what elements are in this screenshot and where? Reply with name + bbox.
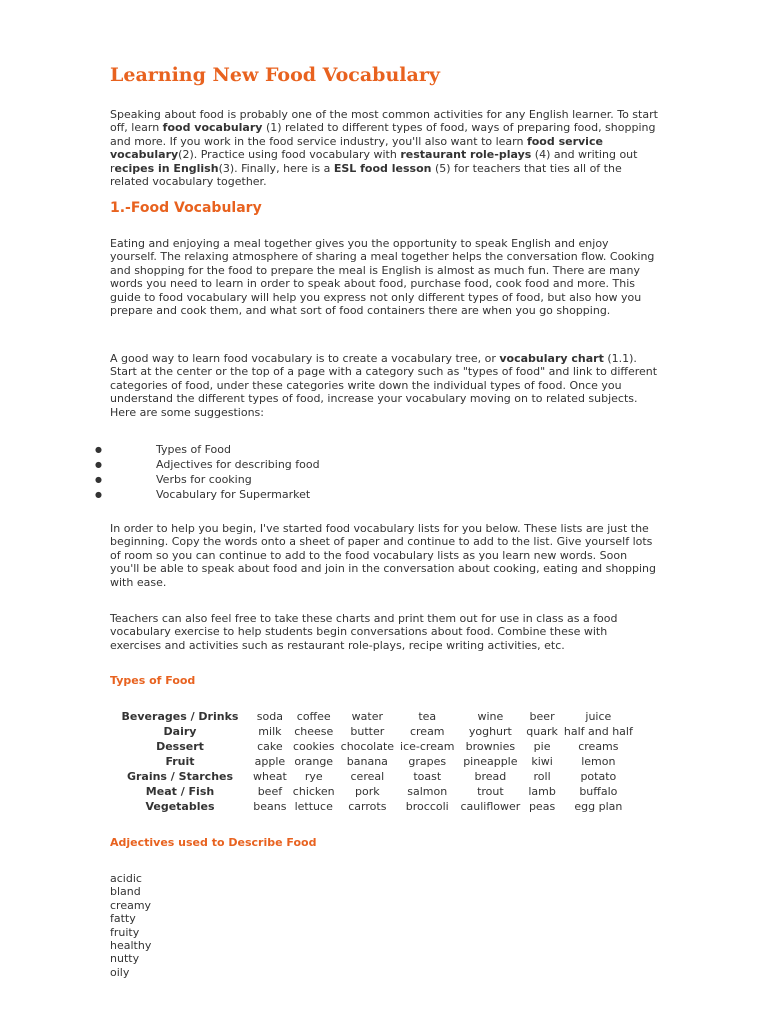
food-item-cell: beans xyxy=(253,800,287,813)
food-item-cell: cereal xyxy=(350,770,385,783)
food-category-cell: Dessert xyxy=(156,740,204,753)
food-vocabulary-link[interactable]: food vocabulary xyxy=(162,121,263,135)
food-item-cell: ice-cream xyxy=(400,740,455,753)
food-item-cell: butter xyxy=(350,725,385,738)
table-row xyxy=(110,799,636,814)
intro-paragraph: Speaking about food is probably one of the most common activities for any English learner. To start off, learn food vocabulary (1) related to different types of food, ways of preparing food, shopping and more. If you work in the food service industry, you'll also want to learn food service vocabulary(2). Practice using food vocabulary with restaurant role-plays (4) and writing out recipes in English(3). Finally, here is a ESL food lesson (5) for teachers that ties all of the related vocabulary together. xyxy=(110,108,658,189)
food-category-cell: Vegetables xyxy=(145,800,215,813)
table-row xyxy=(110,769,636,784)
food-item-cell: wine xyxy=(477,710,504,723)
list-item: healthy xyxy=(110,938,152,952)
food-item-cell: carrots xyxy=(348,800,387,813)
food-item-cell: creams xyxy=(578,740,619,753)
table-row xyxy=(110,724,636,739)
food-item-cell: chocolate xyxy=(340,740,395,753)
food-item-cell: roll xyxy=(533,770,551,783)
food-item-cell: beef xyxy=(257,785,283,798)
types-of-food-heading: Types of Food xyxy=(110,674,196,687)
list-item: bland xyxy=(110,885,141,899)
table-row xyxy=(110,784,636,799)
food-service-vocabulary-link[interactable]: food service vocabulary xyxy=(110,134,603,162)
page-title: Learning New Food Vocabulary xyxy=(110,64,440,86)
food-item-cell: egg plan xyxy=(574,800,623,813)
food-item-cell: pie xyxy=(533,740,551,753)
list-item: acidic xyxy=(110,872,142,885)
food-item-cell: cheese xyxy=(294,725,334,738)
list-item: ● Vocabulary for Supermarket xyxy=(102,487,320,502)
food-item-cell: cream xyxy=(409,725,445,738)
paragraph-lists: In order to help you begin, I've started food vocabulary lists for you below. These lists are just the beginning. Copy the words onto a sheet of paper and continue to add to the list. Give yourself lots of room so you can continue to add to the food vocabulary lists as you learn new words. Soon you'll be able to speak about food and join in the conversation about cooking, eating and shopping with ease. xyxy=(110,522,657,589)
food-item-cell: cookies xyxy=(293,740,335,753)
restaurant-role-plays-link[interactable]: restaurant role-plays xyxy=(400,148,532,162)
food-item-cell: yoghurt xyxy=(468,725,512,738)
food-category-cell: Grains / Starches xyxy=(126,770,234,783)
food-item-cell: lemon xyxy=(581,755,616,768)
food-item-cell: peas xyxy=(528,800,556,813)
food-item-cell: half and half xyxy=(563,725,633,738)
paragraph-vocabulary-chart: A good way to learn food vocabulary is to create a vocabulary tree, or vocabulary chart (1.1). Start at the center or the top of a page with a category such as "types of food" and link to different categories of food, under these categories write down the individual types of food. Once you understand the different types of food, increase your vocabulary moving on to related subjects. Here are some suggestions: xyxy=(110,352,658,419)
adjectives-list xyxy=(110,872,151,979)
food-item-cell: tea xyxy=(418,710,437,723)
list-item: nutty xyxy=(110,952,140,966)
food-item-cell: cauliflower xyxy=(460,800,521,813)
list-item: creamy xyxy=(110,898,152,912)
list-item: ● Verbs for cooking xyxy=(102,472,320,487)
food-item-cell: salmon xyxy=(407,785,448,798)
list-item: fruity xyxy=(110,925,140,939)
paragraph-teachers: Teachers can also feel free to take these charts and print them out for use in class as a food vocabulary exercise to help students begin conversations about food. Combine these with exercises and activities such as restaurant role-plays, recipe writing activities, etc. xyxy=(110,612,618,652)
food-item-cell: bread xyxy=(474,770,507,783)
vocabulary-chart-link[interactable]: vocabulary chart xyxy=(499,352,604,365)
food-item-cell: potato xyxy=(580,770,617,783)
food-item-cell: milk xyxy=(258,725,282,738)
food-item-cell: banana xyxy=(346,755,388,768)
food-item-cell: lamb xyxy=(528,785,556,798)
food-types-table xyxy=(110,709,636,814)
food-item-cell: water xyxy=(351,710,384,723)
food-item-cell: kiwi xyxy=(531,755,553,768)
food-item-cell: pineapple xyxy=(463,755,518,768)
section-heading-food-vocabulary: 1.-Food Vocabulary xyxy=(110,200,262,216)
food-item-cell: quark xyxy=(526,725,558,738)
food-item-cell: lettuce xyxy=(294,800,333,813)
food-item-cell: buffalo xyxy=(579,785,618,798)
food-item-cell: cake xyxy=(257,740,283,753)
food-item-cell: chicken xyxy=(292,785,335,798)
esl-food-lesson-link[interactable]: ESL food lesson xyxy=(333,161,432,175)
food-item-cell: wheat xyxy=(253,770,287,783)
adjectives-heading: Adjectives used to Describe Food xyxy=(110,836,317,849)
food-item-cell: toast xyxy=(413,770,442,783)
food-category-cell: Dairy xyxy=(163,725,197,738)
list-item: ● Types of Food xyxy=(102,442,320,457)
food-category-cell: Meat / Fish xyxy=(145,785,215,798)
suggestions-list xyxy=(102,442,320,502)
food-item-cell: grapes xyxy=(408,755,447,768)
food-category-cell: Fruit xyxy=(165,755,195,768)
food-item-cell: broccoli xyxy=(405,800,449,813)
list-item: oily xyxy=(110,965,130,979)
list-item: ● Adjectives for describing food xyxy=(102,457,320,472)
food-item-cell: apple xyxy=(254,755,286,768)
table-row xyxy=(110,754,636,769)
food-item-cell: trout xyxy=(477,785,504,798)
food-item-cell: pork xyxy=(355,785,380,798)
table-row xyxy=(110,739,636,754)
food-item-cell: coffee xyxy=(296,710,331,723)
food-item-cell: brownies xyxy=(465,740,516,753)
food-category-cell: Beverages / Drinks xyxy=(121,710,239,723)
food-item-cell: soda xyxy=(256,710,283,723)
food-item-cell: beer xyxy=(529,710,555,723)
list-item: fatty xyxy=(110,912,136,926)
food-item-cell: juice xyxy=(585,710,612,723)
food-item-cell: rye xyxy=(304,770,323,783)
paragraph-eating: Eating and enjoying a meal together gives you the opportunity to speak English and enjoy yourself. The relaxing atmosphere of sharing a meal together helps the conversation flow. Cooking and shopping for the food to prepare the meal is English is almost as much fun. There are many words you need to learn in order to speak about food, purchase food, cook food and more. This guide to food vocabulary will help you express not only different types of food, but also how you prepare and cook them, and what sort of food containers there are when you go shopping. xyxy=(110,237,655,318)
food-item-cell: orange xyxy=(294,755,334,768)
table-row xyxy=(110,709,636,724)
recipes-in-english-link[interactable]: ecipes in English xyxy=(114,161,219,175)
